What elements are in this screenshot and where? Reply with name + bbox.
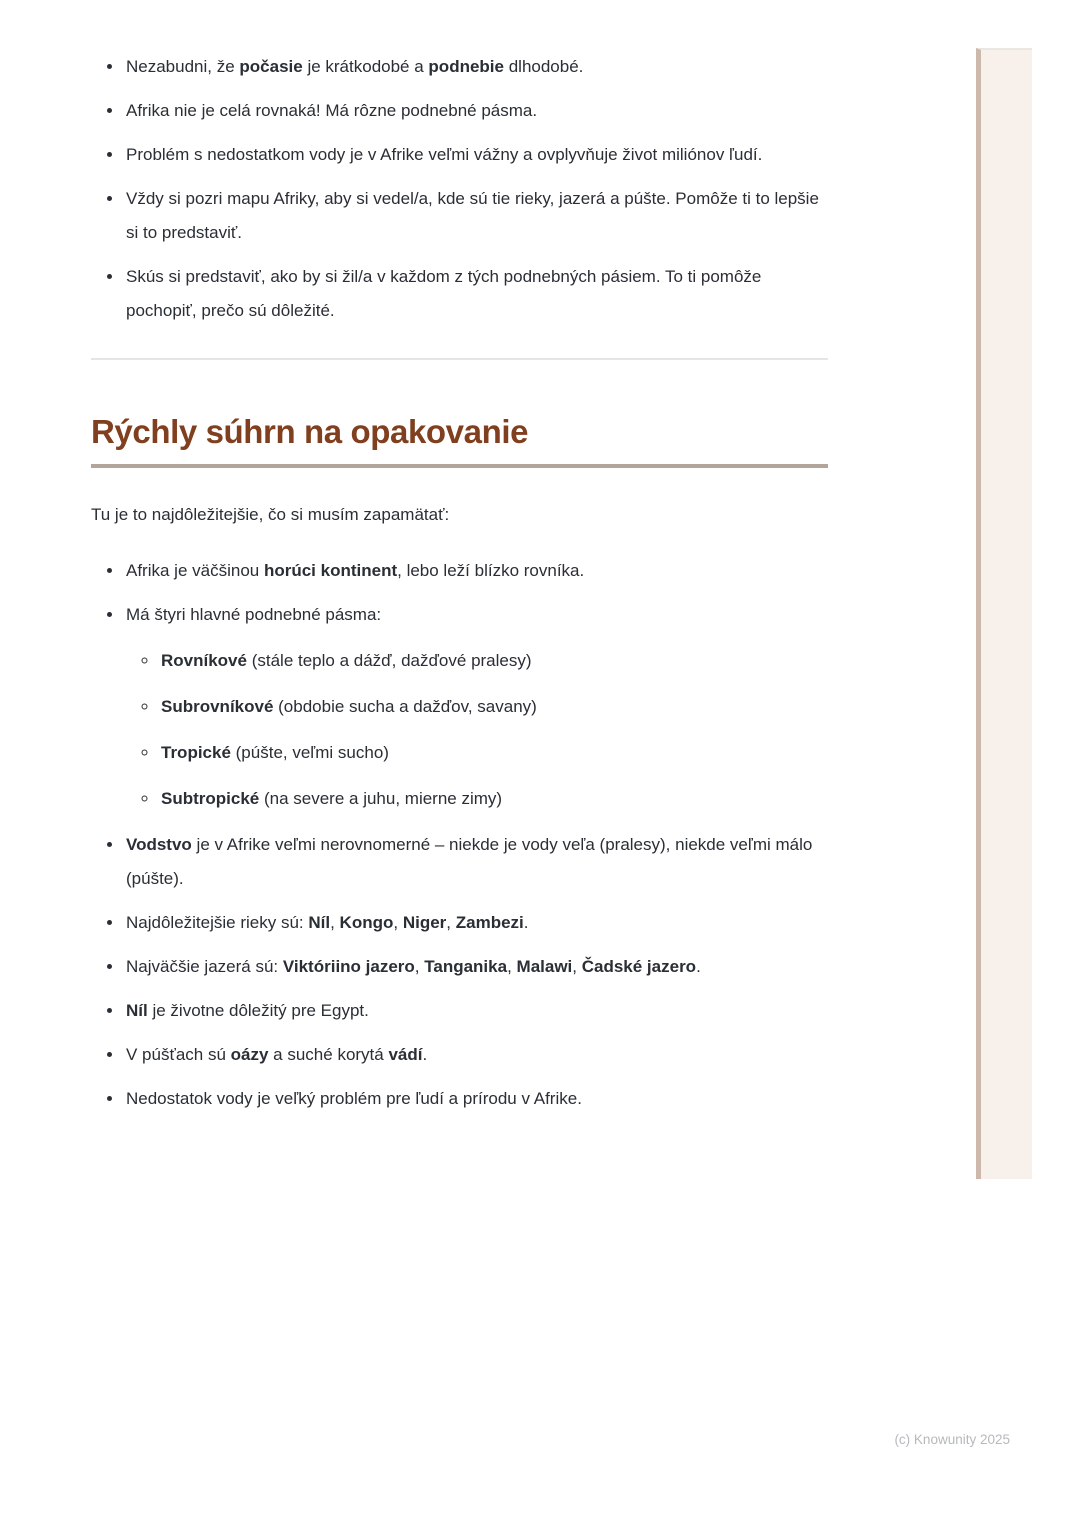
heading-underline — [91, 464, 828, 468]
text-segment: Nedostatok vody je veľký problém pre ľudí a prírodu v Afrike. — [126, 1089, 582, 1108]
text-segment: , — [572, 957, 582, 976]
list-item-text — [161, 697, 537, 716]
text-segment: , — [414, 957, 425, 976]
list-item-text — [126, 835, 812, 888]
bold-text-segment: Níl — [126, 1001, 148, 1020]
list-item-text — [126, 101, 537, 120]
bold-text-segment: Kongo — [339, 913, 394, 932]
list-item — [124, 828, 828, 896]
text-segment: (obdobie sucha a dažďov, savany) — [273, 697, 537, 716]
list-item-text — [161, 651, 532, 670]
list-item-text — [126, 267, 761, 320]
page-content — [91, 0, 828, 1116]
bold-text-segment: Zambezi — [455, 913, 524, 932]
list-item-text — [126, 145, 762, 164]
section-divider — [91, 358, 828, 360]
bold-text-segment: Níl — [308, 913, 331, 932]
list-item-text — [126, 1001, 369, 1020]
text-segment: (púšte, veľmi sucho) — [230, 743, 389, 762]
list-item — [124, 598, 828, 816]
list-item — [124, 950, 828, 984]
text-segment: V púšťach sú — [126, 1045, 231, 1064]
list-item — [124, 994, 828, 1028]
text-segment: Najdôležitejšie rieky sú: — [126, 913, 309, 932]
list-item-text — [126, 605, 381, 624]
list-item-text — [126, 561, 584, 580]
list-item — [124, 1038, 828, 1072]
text-segment: dlhodobé. — [503, 57, 584, 76]
text-segment: . — [523, 913, 529, 932]
list-item — [159, 644, 828, 678]
bold-text-segment: Tropické — [161, 743, 231, 762]
section-title: Rýchly súhrn na opakovanie — [91, 413, 529, 450]
text-segment: je v Afrike veľmi nerovnomerné – niekde je vody veľa (pralesy), niekde veľmi málo (púšte). — [126, 835, 813, 888]
text-segment: , lebo leží blízko rovníka. — [397, 561, 585, 580]
text-segment: Skús si predstaviť, ako by si žil/a v každom z tých podnebných pásiem. To ti pomôže pochopiť, prečo sú dôležité. — [126, 267, 762, 320]
bold-text-segment: Subtropické — [161, 789, 260, 808]
summary-list — [91, 554, 828, 1116]
list-item-text — [126, 957, 701, 976]
list-item-text — [161, 743, 389, 762]
bold-text-segment: vádí — [388, 1045, 423, 1064]
text-segment: Afrika je väčšinou — [126, 561, 264, 580]
bold-text-segment: Rovníkové — [161, 651, 247, 670]
list-item — [159, 736, 828, 770]
text-segment: , — [446, 913, 456, 932]
text-segment: Vždy si pozri mapu Afriky, aby si vedel/a, kde sú tie rieky, jazerá a púšte. Pomôže ti to lepšie si to predstaviť. — [126, 189, 819, 242]
intro-list — [91, 50, 828, 328]
list-item-text — [126, 1045, 427, 1064]
text-segment: Afrika nie je celá rovnaká! Má rôzne podnebné pásma. — [126, 101, 538, 120]
page-edge-bar — [976, 48, 1032, 1179]
text-segment: . — [422, 1045, 428, 1064]
bold-text-segment: počasie — [239, 57, 303, 76]
text-segment: , — [393, 913, 403, 932]
bold-text-segment: oázy — [230, 1045, 269, 1064]
text-segment: je krátkodobé a — [302, 57, 429, 76]
list-item — [124, 50, 828, 84]
list-item — [124, 182, 828, 250]
list-item — [124, 260, 828, 328]
list-item — [124, 94, 828, 128]
text-segment: Najväčšie jazerá sú: — [126, 957, 283, 976]
list-item — [124, 1082, 828, 1116]
bold-text-segment: Viktóriino jazero — [282, 957, 415, 976]
bold-text-segment: Malawi — [516, 957, 573, 976]
bold-text-segment: horúci kontinent — [263, 561, 398, 580]
list-item — [124, 554, 828, 588]
list-item-text — [126, 189, 819, 242]
text-segment: a suché korytá — [268, 1045, 389, 1064]
footer-copyright: (c) Knowunity 2025 — [894, 1432, 1010, 1447]
text-segment: . — [696, 957, 701, 976]
list-item — [159, 690, 828, 724]
list-item-text — [161, 789, 502, 808]
text-segment: , — [507, 957, 517, 976]
list-item-text — [126, 913, 529, 932]
list-item — [124, 138, 828, 172]
text-segment: (stále teplo a dážď, dažďové pralesy) — [246, 651, 532, 670]
text-segment: je životne dôležitý pre Egypt. — [147, 1001, 369, 1020]
sub-list — [126, 644, 828, 816]
bold-text-segment: Subrovníkové — [161, 697, 274, 716]
bold-text-segment: Vodstvo — [126, 835, 192, 854]
text-segment: Problém s nedostatkom vody je v Afrike veľmi vážny a ovplyvňuje život miliónov ľudí. — [126, 145, 763, 164]
list-item-text — [126, 57, 583, 76]
list-item — [159, 782, 828, 816]
text-segment: Má štyri hlavné podnebné pásma: — [126, 605, 382, 624]
bold-text-segment: podnebie — [428, 57, 504, 76]
list-item-text — [126, 1089, 582, 1108]
text-segment: Nezabudni, že — [126, 57, 240, 76]
bold-text-segment: Tanganika — [424, 957, 508, 976]
lead-paragraph: Tu je to najdôležitejšie, čo si musím zapamätať: — [91, 505, 450, 524]
bold-text-segment: Niger — [402, 913, 447, 932]
text-segment: (na severe a juhu, mierne zimy) — [259, 789, 503, 808]
bold-text-segment: Čadské jazero — [581, 957, 697, 976]
list-item — [124, 906, 828, 940]
text-segment: , — [330, 913, 340, 932]
